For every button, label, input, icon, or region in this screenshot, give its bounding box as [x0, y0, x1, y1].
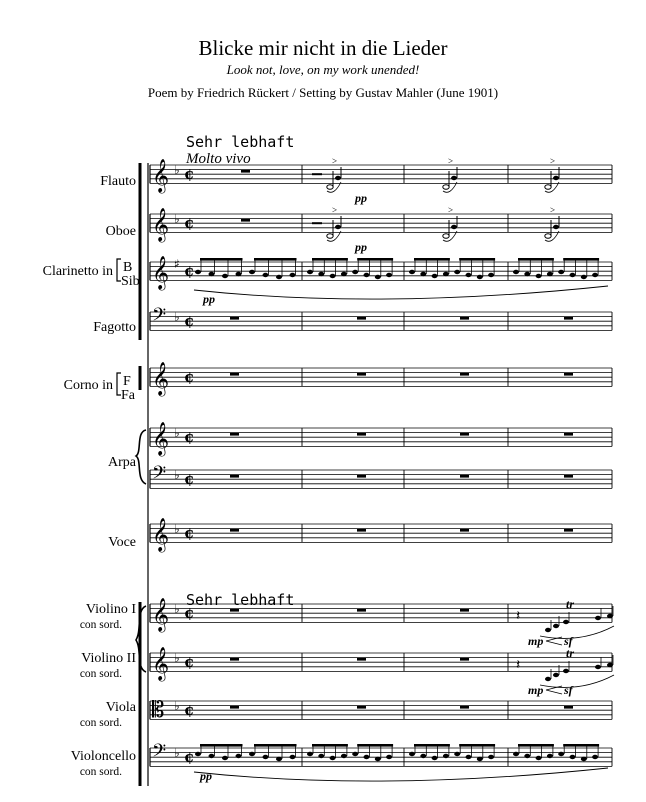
- eighth-note: [364, 755, 370, 759]
- time-signature: ¢: [184, 470, 195, 488]
- dynamic-pp: pp: [200, 769, 212, 783]
- note-head: [563, 620, 569, 624]
- beam: [459, 258, 495, 261]
- eighth-note: [375, 275, 381, 279]
- eighth-note: [307, 752, 313, 756]
- notes: [194, 156, 614, 781]
- dynamic-sf: sf: [564, 683, 573, 697]
- treble-clef: 𝄞: [152, 646, 170, 680]
- eighth-note: [318, 754, 324, 758]
- harp-brace: [136, 430, 146, 484]
- treble-clef: 𝄞: [152, 158, 170, 192]
- eighth-note: [386, 755, 392, 759]
- beam: [459, 744, 495, 747]
- eighth-note: [352, 752, 358, 756]
- flat-key: ♭: [174, 522, 180, 536]
- trill-mark: tr: [566, 646, 575, 660]
- note-head: [553, 673, 559, 677]
- note-head: [607, 614, 613, 618]
- tempo-marking-italian: Molto vivo: [186, 151, 251, 167]
- eighth-note: [547, 272, 553, 276]
- eighth-note: [222, 274, 228, 278]
- whole-rest: [357, 475, 366, 478]
- flat-key: ♭: [174, 212, 180, 226]
- beam: [563, 744, 599, 747]
- beam: [518, 258, 554, 261]
- page-subtitle: Look not, love, on my work unended!: [226, 62, 420, 77]
- whole-rest: [460, 706, 469, 709]
- dynamic-pp: pp: [355, 240, 367, 254]
- instrument-label-flauto: Flauto: [100, 174, 136, 189]
- whole-rest: [241, 170, 250, 173]
- instrument-label-fagotto: Fagotto: [93, 320, 136, 335]
- eighth-note: [330, 756, 336, 760]
- instrument-label-arpa: Arpa: [108, 455, 136, 470]
- beam: [200, 258, 243, 261]
- tempo-marking-german: Sehr lebhaft: [186, 133, 295, 151]
- time-signature: ¢: [184, 653, 195, 671]
- time-signature: ¢: [184, 262, 195, 280]
- eighth-note: [249, 752, 255, 756]
- whole-rest: [357, 373, 366, 376]
- quarter-rest: 𝄽: [516, 657, 521, 673]
- note-head: [563, 669, 569, 673]
- whole-rest: [357, 609, 366, 612]
- time-signature: ¢: [184, 368, 195, 386]
- eighth-note: [341, 272, 347, 276]
- whole-rest: [230, 433, 239, 436]
- whole-rest: [230, 317, 239, 320]
- time-signature: ¢: [184, 214, 195, 232]
- beam: [357, 258, 393, 261]
- eighth-note: [409, 270, 415, 274]
- eighth-note: [592, 755, 598, 759]
- flat-key: ♭: [174, 468, 180, 482]
- eighth-note: [352, 270, 358, 274]
- eighth-note: [195, 270, 201, 274]
- accent-mark: >: [550, 205, 556, 215]
- instrument-label-viola: Viola: [105, 700, 136, 715]
- whole-rest: [230, 373, 239, 376]
- eighth-note: [364, 273, 370, 277]
- eighth-note: [488, 273, 494, 277]
- eighth-note: [290, 273, 296, 277]
- eighth-note: [209, 754, 215, 758]
- eighth-note: [558, 270, 564, 274]
- eighth-note: [477, 275, 483, 279]
- note-head: [335, 225, 341, 229]
- time-signature: ¢: [184, 312, 195, 330]
- eighth-note: [477, 757, 483, 761]
- flat-key: ♭: [174, 310, 180, 324]
- whole-rest: [564, 529, 573, 532]
- whole-rest: [460, 373, 469, 376]
- treble-clef: 𝄞: [152, 421, 170, 455]
- bass-clef: 𝄢: [152, 463, 167, 488]
- instrument-label-violino1: Violino I: [85, 602, 136, 617]
- eighth-note: [341, 754, 347, 758]
- credit-line: Poem by Friedrich Rückert / Setting by Gustav Mahler (June 1901): [147, 85, 499, 100]
- note-head: [595, 616, 601, 620]
- note-head: [607, 663, 613, 667]
- transposition-label: Fa: [121, 388, 135, 403]
- accent-mark: >: [332, 156, 338, 166]
- beam: [518, 744, 554, 747]
- eighth-note: [581, 275, 587, 279]
- note-head: [553, 624, 559, 628]
- note-head: [443, 234, 449, 239]
- eighth-note: [513, 270, 519, 274]
- whole-rest: [460, 609, 469, 612]
- eighth-note: [276, 757, 282, 761]
- eighth-note: [420, 754, 426, 758]
- treble-clef: 𝄞: [152, 207, 170, 241]
- note-head: [553, 176, 559, 180]
- eighth-note: [524, 272, 530, 276]
- eighth-note: [420, 272, 426, 276]
- eighth-note: [307, 270, 313, 274]
- note-head: [545, 185, 551, 190]
- bass-clef: 𝄢: [152, 741, 167, 766]
- accent-mark: >: [332, 205, 338, 215]
- whole-rest: [460, 433, 469, 436]
- time-signature: ¢: [184, 428, 195, 446]
- flat-key: ♭: [174, 426, 180, 440]
- instrument-sub-viola: con sord.: [79, 717, 122, 729]
- eighth-note: [570, 273, 576, 277]
- eighth-note: [318, 272, 324, 276]
- whole-rest: [357, 317, 366, 320]
- page-title: Blicke mir nicht in die Lieder: [198, 36, 448, 60]
- eighth-note: [263, 755, 269, 759]
- eighth-note: [209, 272, 215, 276]
- treble-clef: 𝄞: [152, 517, 170, 551]
- transposition-label: Sib: [121, 274, 140, 289]
- sharp-key: ♯: [174, 257, 180, 271]
- whole-rest: [460, 475, 469, 478]
- note-head: [327, 234, 333, 239]
- instrument-sub-violino2: con sord.: [79, 668, 122, 680]
- time-signature: ¢: [184, 524, 195, 542]
- whole-rest: [230, 529, 239, 532]
- note-head: [327, 185, 333, 190]
- eighth-note: [592, 273, 598, 277]
- note-head: [545, 677, 551, 681]
- whole-rest: [230, 609, 239, 612]
- eighth-note: [222, 756, 228, 760]
- dynamic-pp: pp: [355, 191, 367, 205]
- dynamic-mp: mp: [528, 634, 544, 648]
- dynamic-sf: sf: [564, 634, 573, 648]
- eighth-note: [570, 755, 576, 759]
- note-head: [335, 176, 341, 180]
- eighth-note: [443, 272, 449, 276]
- note-head: [451, 176, 457, 180]
- eighth-note: [488, 755, 494, 759]
- eighth-note: [466, 755, 472, 759]
- flat-key: ♭: [174, 699, 180, 713]
- eighth-note: [236, 754, 242, 758]
- flat-key: ♭: [174, 602, 180, 616]
- instrument-label-clarinetto: Clarinetto in: [42, 264, 113, 279]
- transposition-label: B: [123, 260, 133, 275]
- time-signature: ¢: [184, 748, 195, 766]
- accent-mark: >: [550, 156, 556, 166]
- markings: [185, 133, 574, 783]
- eighth-note: [581, 757, 587, 761]
- whole-rest: [564, 317, 573, 320]
- whole-rest: [230, 658, 239, 661]
- eighth-note: [386, 273, 392, 277]
- eighth-note: [330, 274, 336, 278]
- tempo-marking-strings: Sehr lebhaft: [186, 591, 295, 609]
- eighth-note: [263, 273, 269, 277]
- whole-rest: [460, 529, 469, 532]
- instrument-sub-violino1: con sord.: [79, 619, 122, 631]
- beam: [200, 744, 243, 747]
- eighth-note: [432, 274, 438, 278]
- treble-clef: 𝄞: [152, 255, 170, 289]
- time-signature: ¢: [184, 165, 195, 183]
- whole-rest: [357, 658, 366, 661]
- treble-clef: 𝄞: [152, 597, 170, 631]
- whole-rest: [460, 317, 469, 320]
- whole-rest: [230, 475, 239, 478]
- eighth-note: [558, 752, 564, 756]
- eighth-note: [454, 752, 460, 756]
- transposition-label: F: [123, 374, 131, 389]
- eighth-note: [466, 273, 472, 277]
- whole-rest: [357, 706, 366, 709]
- eighth-note: [195, 752, 201, 756]
- eighth-note: [513, 752, 519, 756]
- time-signature: ¢: [184, 604, 195, 622]
- eighth-note: [375, 757, 381, 761]
- eighth-note: [536, 756, 542, 760]
- instrument-label-corno: Corno in: [63, 378, 113, 393]
- dynamic-pp: pp: [203, 292, 215, 306]
- beam: [414, 258, 450, 261]
- trill-mark: tr: [566, 597, 575, 611]
- accent-mark: >: [448, 156, 454, 166]
- note-head: [451, 225, 457, 229]
- instrument-labels: [43, 174, 140, 778]
- whole-rest: [564, 373, 573, 376]
- phrase-slur: [194, 768, 608, 781]
- instrument-sub-violoncello: con sord.: [79, 766, 122, 778]
- beam: [254, 744, 297, 747]
- whole-rest: [230, 706, 239, 709]
- beam: [312, 744, 348, 747]
- beam: [563, 258, 599, 261]
- phrase-slur: [194, 286, 608, 299]
- eighth-note: [276, 275, 282, 279]
- quarter-rest: 𝄽: [516, 608, 521, 624]
- instrument-label-oboe: Oboe: [105, 224, 136, 239]
- alto-clef: 𝄡: [152, 698, 165, 723]
- eighth-note: [432, 756, 438, 760]
- beam: [357, 744, 393, 747]
- whole-rest: [564, 475, 573, 478]
- note-head: [545, 628, 551, 632]
- note-head: [595, 665, 601, 669]
- eighth-note: [236, 272, 242, 276]
- eighth-note: [454, 270, 460, 274]
- whole-rest: [357, 529, 366, 532]
- eighth-note: [290, 755, 296, 759]
- beam: [312, 258, 348, 261]
- beam: [254, 258, 297, 261]
- flat-key: ♭: [174, 746, 180, 760]
- eighth-note: [443, 754, 449, 758]
- accent-mark: >: [448, 205, 454, 215]
- instrument-label-violoncello: Violoncello: [70, 749, 136, 764]
- flat-key: ♭: [174, 163, 180, 177]
- bass-clef: 𝄢: [152, 305, 167, 330]
- note-head: [553, 225, 559, 229]
- whole-rest: [241, 219, 250, 222]
- whole-rest: [357, 433, 366, 436]
- instrument-label-voce: Voce: [108, 535, 136, 550]
- eighth-note: [409, 752, 415, 756]
- whole-rest: [564, 706, 573, 709]
- whole-rest: [460, 658, 469, 661]
- eighth-note: [536, 274, 542, 278]
- eighth-note: [547, 754, 553, 758]
- note-head: [545, 234, 551, 239]
- note-head: [443, 185, 449, 190]
- flat-key: ♭: [174, 651, 180, 665]
- treble-clef: 𝄞: [152, 361, 170, 395]
- eighth-note: [524, 754, 530, 758]
- time-signature: ¢: [184, 701, 195, 719]
- whole-rest: [564, 433, 573, 436]
- beam: [414, 744, 450, 747]
- eighth-note: [249, 270, 255, 274]
- instrument-label-violino2: Violino II: [81, 651, 136, 666]
- dynamic-mp: mp: [528, 683, 544, 697]
